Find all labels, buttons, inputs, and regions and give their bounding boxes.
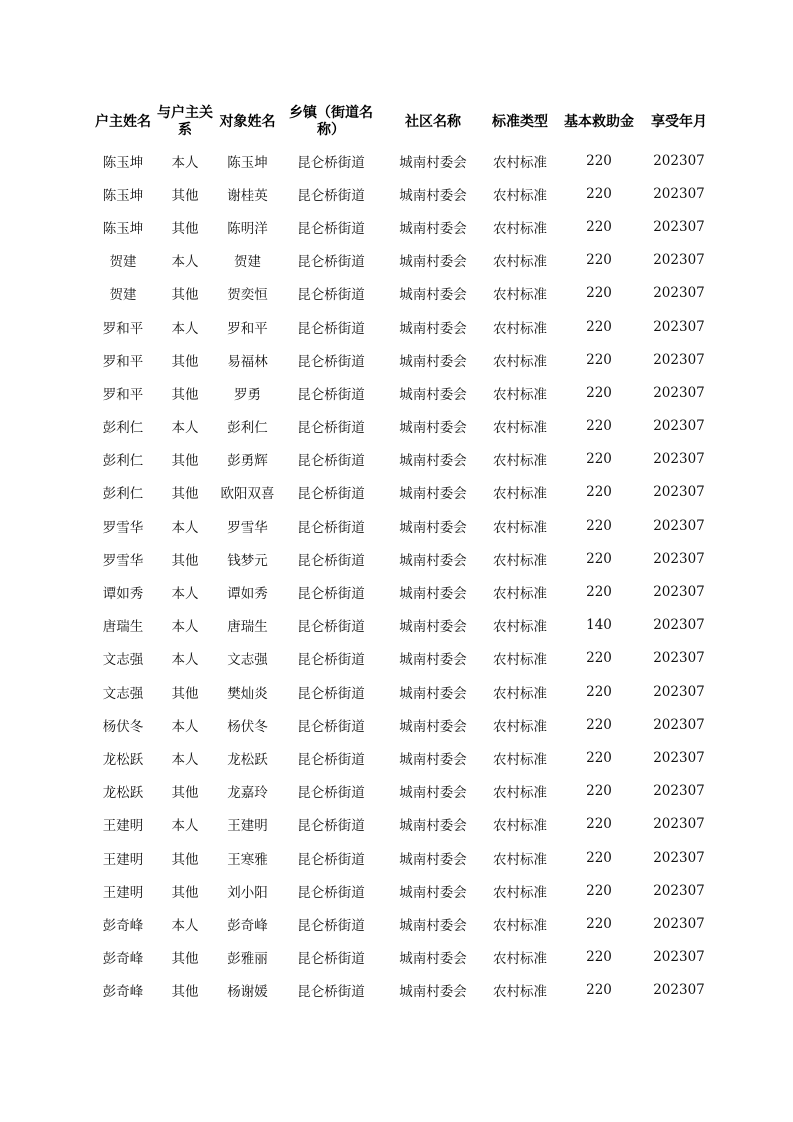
table-row [91, 542, 716, 575]
community-cell: 城南村委会 [399, 884, 467, 901]
recipient-name-cell: 贺建 [234, 254, 261, 271]
standard-type-cell: 农村标准 [493, 420, 547, 437]
community-cell: 城南村委会 [399, 386, 467, 403]
town-street-cell: 昆仑桥街道 [297, 353, 365, 370]
recipient-name-cell: 彭雅丽 [227, 951, 268, 968]
period-cell: 202307 [653, 484, 705, 501]
table-row [91, 443, 716, 476]
basic-aid-cell: 220 [586, 982, 612, 999]
recipient-name-cell: 彭利仁 [227, 420, 268, 437]
recipient-name-cell: 刘小阳 [227, 884, 268, 901]
table-body [91, 144, 716, 1007]
table-header [91, 100, 716, 144]
standard-type-cell: 农村标准 [493, 453, 547, 470]
table-row [91, 509, 716, 542]
table-row [91, 410, 716, 443]
community-cell: 城南村委会 [399, 486, 467, 503]
recipient-name-cell: 文志强 [227, 652, 268, 669]
relation-cell: 本人 [171, 619, 199, 636]
household-head-cell: 王建明 [102, 884, 144, 901]
recipient-name-cell: 龙嘉玲 [227, 785, 268, 802]
recipient-name-cell: 唐瑞生 [227, 619, 268, 636]
household-head-cell: 罗雪华 [102, 552, 144, 569]
community-cell: 城南村委会 [399, 984, 467, 1001]
basic-aid-cell: 220 [586, 285, 612, 302]
standard-type-cell: 农村标准 [493, 154, 547, 171]
table-row [91, 841, 716, 874]
recipient-name-cell: 贺奕恒 [227, 287, 268, 304]
standard-type-cell: 农村标准 [493, 917, 547, 934]
relation-cell: 其他 [171, 187, 199, 204]
period-cell: 202307 [653, 650, 705, 667]
period-cell: 202307 [653, 882, 705, 899]
basic-aid-cell: 220 [586, 318, 612, 335]
period-cell: 202307 [653, 617, 705, 634]
period-cell: 202307 [653, 384, 705, 401]
recipient-name-cell: 欧阳双喜 [220, 486, 275, 503]
household-head-cell: 彭奇峰 [102, 917, 144, 934]
standard-type-cell: 农村标准 [493, 386, 547, 403]
basic-aid-cell: 220 [586, 252, 612, 269]
relation-cell: 其他 [171, 453, 199, 470]
relation-cell: 本人 [171, 519, 199, 536]
header-recipient-name: 对象姓名 [219, 113, 276, 130]
household-head-cell: 彭奇峰 [102, 951, 144, 968]
town-street-cell: 昆仑桥街道 [297, 785, 365, 802]
household-head-cell: 陈玉坤 [102, 220, 144, 237]
relation-cell: 其他 [171, 552, 199, 569]
recipient-name-cell: 樊灿炎 [227, 685, 268, 702]
community-cell: 城南村委会 [399, 851, 467, 868]
relation-cell: 本人 [171, 420, 199, 437]
recipient-name-cell: 罗和平 [227, 320, 268, 337]
table-row [91, 941, 716, 974]
household-head-cell: 彭利仁 [102, 486, 144, 503]
header-community: 社区名称 [405, 113, 461, 130]
table-row [91, 609, 716, 642]
table-row [91, 874, 716, 907]
table-row [91, 642, 716, 675]
standard-type-cell: 农村标准 [493, 619, 547, 636]
header-relation: 与户主关系 [157, 105, 213, 138]
community-cell: 城南村委会 [399, 818, 467, 835]
basic-aid-cell: 220 [586, 185, 612, 202]
recipient-name-cell: 龙松跃 [227, 751, 268, 768]
community-cell: 城南村委会 [399, 519, 467, 536]
recipient-name-cell: 陈玉坤 [227, 154, 268, 171]
recipient-name-cell: 易福林 [227, 353, 268, 370]
recipient-name-cell: 杨谢媛 [227, 984, 268, 1001]
household-head-cell: 谭如秀 [102, 586, 144, 603]
period-cell: 202307 [653, 318, 705, 335]
period-cell: 202307 [653, 218, 705, 235]
table-row [91, 244, 716, 277]
period-cell: 202307 [653, 949, 705, 966]
household-head-cell: 贺建 [109, 254, 137, 271]
recipient-name-cell: 谢桂英 [227, 187, 268, 204]
town-street-cell: 昆仑桥街道 [297, 751, 365, 768]
household-head-cell: 王建明 [102, 851, 144, 868]
recipient-name-cell: 罗雪华 [227, 519, 268, 536]
relation-cell: 其他 [171, 884, 199, 901]
household-head-cell: 陈玉坤 [102, 187, 144, 204]
town-street-cell: 昆仑桥街道 [297, 951, 365, 968]
town-street-cell: 昆仑桥街道 [297, 187, 365, 204]
header-row [91, 100, 716, 144]
period-cell: 202307 [653, 783, 705, 800]
town-street-cell: 昆仑桥街道 [297, 685, 365, 702]
town-street-cell: 昆仑桥街道 [297, 254, 365, 271]
relation-cell: 其他 [171, 220, 199, 237]
household-head-cell: 陈玉坤 [102, 154, 144, 171]
relation-cell: 本人 [171, 254, 199, 271]
table-row [91, 675, 716, 708]
household-head-cell: 王建明 [102, 818, 144, 835]
table-row [91, 376, 716, 409]
period-cell: 202307 [653, 683, 705, 700]
basic-aid-cell: 220 [586, 152, 612, 169]
town-street-cell: 昆仑桥街道 [297, 420, 365, 437]
table-row [91, 343, 716, 376]
basic-aid-cell: 220 [586, 351, 612, 368]
relation-cell: 其他 [171, 353, 199, 370]
basic-aid-cell: 220 [586, 517, 612, 534]
town-street-cell: 昆仑桥街道 [297, 287, 365, 304]
standard-type-cell: 农村标准 [493, 685, 547, 702]
community-cell: 城南村委会 [399, 685, 467, 702]
household-head-cell: 彭利仁 [102, 453, 144, 470]
community-cell: 城南村委会 [399, 187, 467, 204]
standard-type-cell: 农村标准 [493, 254, 547, 271]
standard-type-cell: 农村标准 [493, 984, 547, 1001]
town-street-cell: 昆仑桥街道 [297, 486, 365, 503]
community-cell: 城南村委会 [399, 453, 467, 470]
basic-aid-cell: 220 [586, 716, 612, 733]
relation-cell: 本人 [171, 154, 199, 171]
period-cell: 202307 [653, 915, 705, 932]
header-standard-type: 标准类型 [492, 113, 548, 130]
relation-cell: 其他 [171, 851, 199, 868]
relation-cell: 本人 [171, 718, 199, 735]
standard-type-cell: 农村标准 [493, 751, 547, 768]
community-cell: 城南村委会 [399, 751, 467, 768]
relation-cell: 本人 [171, 751, 199, 768]
header-period: 享受年月 [651, 113, 707, 130]
basic-aid-cell: 220 [586, 484, 612, 501]
standard-type-cell: 农村标准 [493, 652, 547, 669]
standard-type-cell: 农村标准 [493, 320, 547, 337]
town-street-cell: 昆仑桥街道 [297, 519, 365, 536]
basic-aid-cell: 220 [586, 584, 612, 601]
household-head-cell: 唐瑞生 [102, 619, 144, 636]
standard-type-cell: 农村标准 [493, 851, 547, 868]
basic-aid-cell: 220 [586, 816, 612, 833]
town-street-cell: 昆仑桥街道 [297, 984, 365, 1001]
recipient-name-cell: 谭如秀 [227, 586, 268, 603]
basic-aid-cell: 220 [586, 949, 612, 966]
table-row [91, 210, 716, 243]
relation-cell: 本人 [171, 818, 199, 835]
basic-aid-cell: 220 [586, 418, 612, 435]
town-street-cell: 昆仑桥街道 [297, 386, 365, 403]
header-household-head: 户主姓名 [95, 113, 151, 130]
recipient-name-cell: 王寒雅 [227, 851, 268, 868]
household-head-cell: 文志强 [102, 652, 144, 669]
basic-aid-cell: 220 [586, 384, 612, 401]
period-cell: 202307 [653, 185, 705, 202]
relation-cell: 其他 [171, 951, 199, 968]
household-head-cell: 龙松跃 [102, 751, 144, 768]
table-row [91, 476, 716, 509]
recipient-name-cell: 王建明 [227, 818, 268, 835]
basic-aid-cell: 220 [586, 451, 612, 468]
town-street-cell: 昆仑桥街道 [297, 851, 365, 868]
community-cell: 城南村委会 [399, 652, 467, 669]
recipient-name-cell: 彭勇辉 [227, 453, 268, 470]
town-street-cell: 昆仑桥街道 [297, 884, 365, 901]
town-street-cell: 昆仑桥街道 [297, 320, 365, 337]
recipient-name-cell: 杨伏冬 [227, 718, 268, 735]
standard-type-cell: 农村标准 [493, 951, 547, 968]
basic-aid-cell: 220 [586, 218, 612, 235]
period-cell: 202307 [653, 152, 705, 169]
period-cell: 202307 [653, 285, 705, 302]
table-row [91, 144, 716, 177]
period-cell: 202307 [653, 418, 705, 435]
relation-cell: 其他 [171, 386, 199, 403]
community-cell: 城南村委会 [399, 154, 467, 171]
relation-cell: 其他 [171, 785, 199, 802]
standard-type-cell: 农村标准 [493, 353, 547, 370]
table-row [91, 741, 716, 774]
standard-type-cell: 农村标准 [493, 785, 547, 802]
community-cell: 城南村委会 [399, 287, 467, 304]
recipient-name-cell: 钱梦元 [227, 552, 268, 569]
town-street-cell: 昆仑桥街道 [297, 652, 365, 669]
relation-cell: 其他 [171, 287, 199, 304]
community-cell: 城南村委会 [399, 353, 467, 370]
table-row [91, 177, 716, 210]
relation-cell: 本人 [171, 320, 199, 337]
relation-cell: 本人 [171, 917, 199, 934]
basic-aid-cell: 220 [586, 749, 612, 766]
community-cell: 城南村委会 [399, 320, 467, 337]
household-head-cell: 罗雪华 [102, 519, 144, 536]
community-cell: 城南村委会 [399, 785, 467, 802]
table-row [91, 310, 716, 343]
community-cell: 城南村委会 [399, 917, 467, 934]
relation-cell: 本人 [171, 586, 199, 603]
household-head-cell: 彭奇峰 [102, 984, 144, 1001]
standard-type-cell: 农村标准 [493, 884, 547, 901]
table-row [91, 708, 716, 741]
town-street-cell: 昆仑桥街道 [297, 718, 365, 735]
household-head-cell: 龙松跃 [102, 785, 144, 802]
town-street-cell: 昆仑桥街道 [297, 552, 365, 569]
period-cell: 202307 [653, 451, 705, 468]
period-cell: 202307 [653, 716, 705, 733]
standard-type-cell: 农村标准 [493, 552, 547, 569]
standard-type-cell: 农村标准 [493, 486, 547, 503]
town-street-cell: 昆仑桥街道 [297, 818, 365, 835]
town-street-cell: 昆仑桥街道 [297, 453, 365, 470]
household-head-cell: 彭利仁 [102, 420, 144, 437]
household-head-cell: 文志强 [102, 685, 144, 702]
basic-aid-cell: 220 [586, 882, 612, 899]
standard-type-cell: 农村标准 [493, 718, 547, 735]
community-cell: 城南村委会 [399, 718, 467, 735]
standard-type-cell: 农村标准 [493, 287, 547, 304]
household-head-cell: 罗和平 [102, 353, 144, 370]
town-street-cell: 昆仑桥街道 [297, 220, 365, 237]
period-cell: 202307 [653, 584, 705, 601]
community-cell: 城南村委会 [399, 619, 467, 636]
standard-type-cell: 农村标准 [493, 220, 547, 237]
header-basic-aid: 基本救助金 [564, 113, 634, 130]
period-cell: 202307 [653, 749, 705, 766]
assistance-roster-table [91, 100, 716, 1007]
standard-type-cell: 农村标准 [493, 586, 547, 603]
table-row [91, 775, 716, 808]
town-street-cell: 昆仑桥街道 [297, 586, 365, 603]
period-cell: 202307 [653, 982, 705, 999]
community-cell: 城南村委会 [399, 220, 467, 237]
table-row [91, 808, 716, 841]
table-row [91, 277, 716, 310]
relation-cell: 其他 [171, 486, 199, 503]
relation-cell: 其他 [171, 984, 199, 1001]
household-head-cell: 罗和平 [102, 386, 144, 403]
relation-cell: 本人 [171, 652, 199, 669]
header-town-street: 乡镇（街道名称） [289, 105, 373, 138]
community-cell: 城南村委会 [399, 586, 467, 603]
community-cell: 城南村委会 [399, 420, 467, 437]
table-row [91, 575, 716, 608]
period-cell: 202307 [653, 517, 705, 534]
basic-aid-cell: 220 [586, 550, 612, 567]
period-cell: 202307 [653, 252, 705, 269]
town-street-cell: 昆仑桥街道 [297, 154, 365, 171]
period-cell: 202307 [653, 816, 705, 833]
household-head-cell: 贺建 [109, 287, 137, 304]
community-cell: 城南村委会 [399, 552, 467, 569]
basic-aid-cell: 220 [586, 783, 612, 800]
standard-type-cell: 农村标准 [493, 519, 547, 536]
basic-aid-cell: 220 [586, 849, 612, 866]
community-cell: 城南村委会 [399, 951, 467, 968]
basic-aid-cell: 220 [586, 683, 612, 700]
period-cell: 202307 [653, 849, 705, 866]
basic-aid-cell: 220 [586, 915, 612, 932]
standard-type-cell: 农村标准 [493, 187, 547, 204]
household-head-cell: 杨伏冬 [102, 718, 144, 735]
basic-aid-cell: 220 [586, 650, 612, 667]
town-street-cell: 昆仑桥街道 [297, 619, 365, 636]
period-cell: 202307 [653, 550, 705, 567]
town-street-cell: 昆仑桥街道 [297, 917, 365, 934]
relation-cell: 其他 [171, 685, 199, 702]
household-head-cell: 罗和平 [102, 320, 144, 337]
recipient-name-cell: 陈明洋 [227, 220, 268, 237]
table-row [91, 907, 716, 940]
basic-aid-cell: 140 [586, 617, 612, 634]
community-cell: 城南村委会 [399, 254, 467, 271]
standard-type-cell: 农村标准 [493, 818, 547, 835]
recipient-name-cell: 罗勇 [234, 386, 261, 403]
period-cell: 202307 [653, 351, 705, 368]
table-row [91, 974, 716, 1007]
recipient-name-cell: 彭奇峰 [227, 917, 268, 934]
